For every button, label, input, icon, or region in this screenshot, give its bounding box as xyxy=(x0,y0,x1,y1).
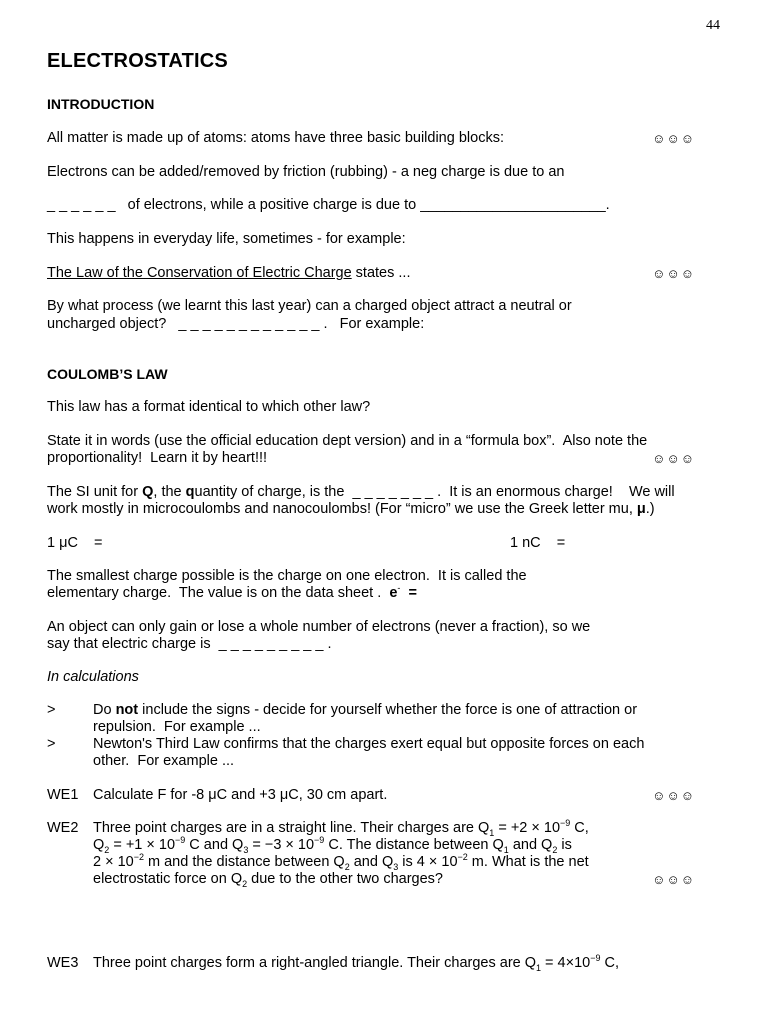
e-superscript: - xyxy=(397,583,401,594)
bullet-1-line-2: repulsion. For example ... xyxy=(93,719,261,735)
bullet-1-bold: not xyxy=(115,702,139,718)
coulomb-line-5 xyxy=(47,501,655,518)
coulomb-line-6: The smallest charge possible is the charge on one electron. It is called the xyxy=(47,568,527,584)
q-letter: q xyxy=(185,484,195,500)
coulomb-line-3: proportionality! Learn it by heart!!! xyxy=(47,450,268,466)
microcoulomb-line: 1 μC = xyxy=(47,535,103,551)
intro-line-2: Electrons can be added/removed by friction (rubbing) - a neg charge is due to an xyxy=(47,164,565,180)
intro-line-3-text: of electrons, while a positive charge is due to _______________________. xyxy=(127,197,610,213)
intro-heading: INTRODUCTION xyxy=(47,96,155,112)
coulomb-line-1: This law has a format identical to which other law? xyxy=(47,399,371,415)
micro-text: work mostly in microcoulombs and nanocoulombs! (For “micro” we use the Greek letter mu, xyxy=(47,501,637,517)
page-title: ELECTROSTATICS xyxy=(47,50,228,72)
we2-line-4: electrostatic force on $Q_2$ due to the other two charges? xyxy=(93,871,443,889)
page-number: 44 xyxy=(706,18,720,33)
bullet-2-line-2: other. For example ... xyxy=(93,753,235,769)
smiley-icons: ☺☺☺ xyxy=(652,872,695,887)
we1-label: WE1 xyxy=(47,787,79,803)
coulomb-line-8: An object can only gain or lose a whole number of electrons (never a fraction), so we xyxy=(47,619,591,635)
smiley-icons: ☺☺☺ xyxy=(652,131,695,146)
bullet-1-pre: Do xyxy=(93,702,116,718)
si-unit-text-3: uantity of charge, is the _ _ _ _ _ _ _ . It is an enormous charge! We will xyxy=(194,484,675,500)
intro-line-7: uncharged object? _ _ _ _ _ _ _ _ _ _ _ _ . For example: xyxy=(47,316,425,332)
we2-line-1: Three point charges are in a straight line. Their charges are $Q_1 = +2 \times 10^{-9}$ C, xyxy=(93,818,589,838)
smiley-icons: ☺☺☺ xyxy=(652,451,695,466)
intro-line-1: All matter is made up of atoms: atoms have three basic building blocks: xyxy=(47,130,504,146)
bullet-1-post: include the signs - decide for yourself whether the force is one of attraction or xyxy=(138,702,638,718)
si-unit-text: The SI unit for xyxy=(47,484,143,500)
intro-line-4: This happens in everyday life, sometimes - for example: xyxy=(47,231,406,247)
intro-line-5-rest: states ... xyxy=(351,265,411,281)
bullet-1-line-1 xyxy=(93,702,637,719)
si-unit-text-2: , the xyxy=(153,484,186,500)
conservation-law: The Law of the Conservation of Electric Charge xyxy=(47,265,352,281)
coulomb-line-9: say that electric charge is _ _ _ _ _ _ _ _ _ . xyxy=(47,636,332,652)
nanocoulomb-line: 1 nC = xyxy=(510,535,566,551)
intro-line-6: By what process (we learnt this last year) can a charged object attract a neutral or xyxy=(47,298,572,314)
bullet-2-line-1: Newton's Third Law confirms that the charges exert equal but opposite forces on each xyxy=(93,736,645,752)
bullet-1: > xyxy=(47,702,56,718)
we1-text: Calculate F for -8 μC and +3 μC, 30 cm apart. xyxy=(93,787,388,803)
q-symbol: Q xyxy=(142,484,154,500)
e-symbol: e xyxy=(389,585,398,601)
we3-text: Three point charges form a right-angled triangle. Their charges are $Q_1 = 4\times 10^{-9}$ C, xyxy=(93,953,620,973)
we2-line-2: $Q_2 = +1 \times 10^{-9}$ C and $Q_3 = -3 \times 10^{-9}$ C. The distance between $Q_1$ and $Q_2$ is xyxy=(93,835,572,855)
coulomb-heading: COULOMB’S LAW xyxy=(47,366,168,382)
elementary-text: elementary charge. The value is on the data sheet . xyxy=(47,585,390,601)
we2-line-3: $2 \times 10^{-2}$ m and the distance between $Q_2$ and $Q_3$ is $4 \times 10^{-2}$ m. What is the net xyxy=(93,852,589,872)
intro-line-3 xyxy=(47,197,610,214)
smiley-icons: ☺☺☺ xyxy=(652,266,695,281)
coulomb-line-7 xyxy=(47,585,417,602)
smiley-icons: ☺☺☺ xyxy=(652,788,695,803)
bullet-2: > xyxy=(47,736,56,752)
mu-symbol: μ xyxy=(636,501,646,517)
we2-label: WE2 xyxy=(47,820,79,836)
coulomb-line-2: State it in words (use the official education dept version) and in a “formula box”. Also note the xyxy=(47,433,648,449)
calc-heading: In calculations xyxy=(47,669,139,685)
we3-label: WE3 xyxy=(47,955,79,971)
intro-line-5 xyxy=(47,265,411,282)
we3-text-main: Three point charges form a right-angled triangle. Their charges are Q xyxy=(93,955,537,971)
blank-electrons: _ _ _ _ _ _ xyxy=(47,197,116,213)
coulomb-line-4 xyxy=(47,484,675,501)
micro-text-end: .) xyxy=(645,501,655,517)
equals: = xyxy=(400,585,417,601)
